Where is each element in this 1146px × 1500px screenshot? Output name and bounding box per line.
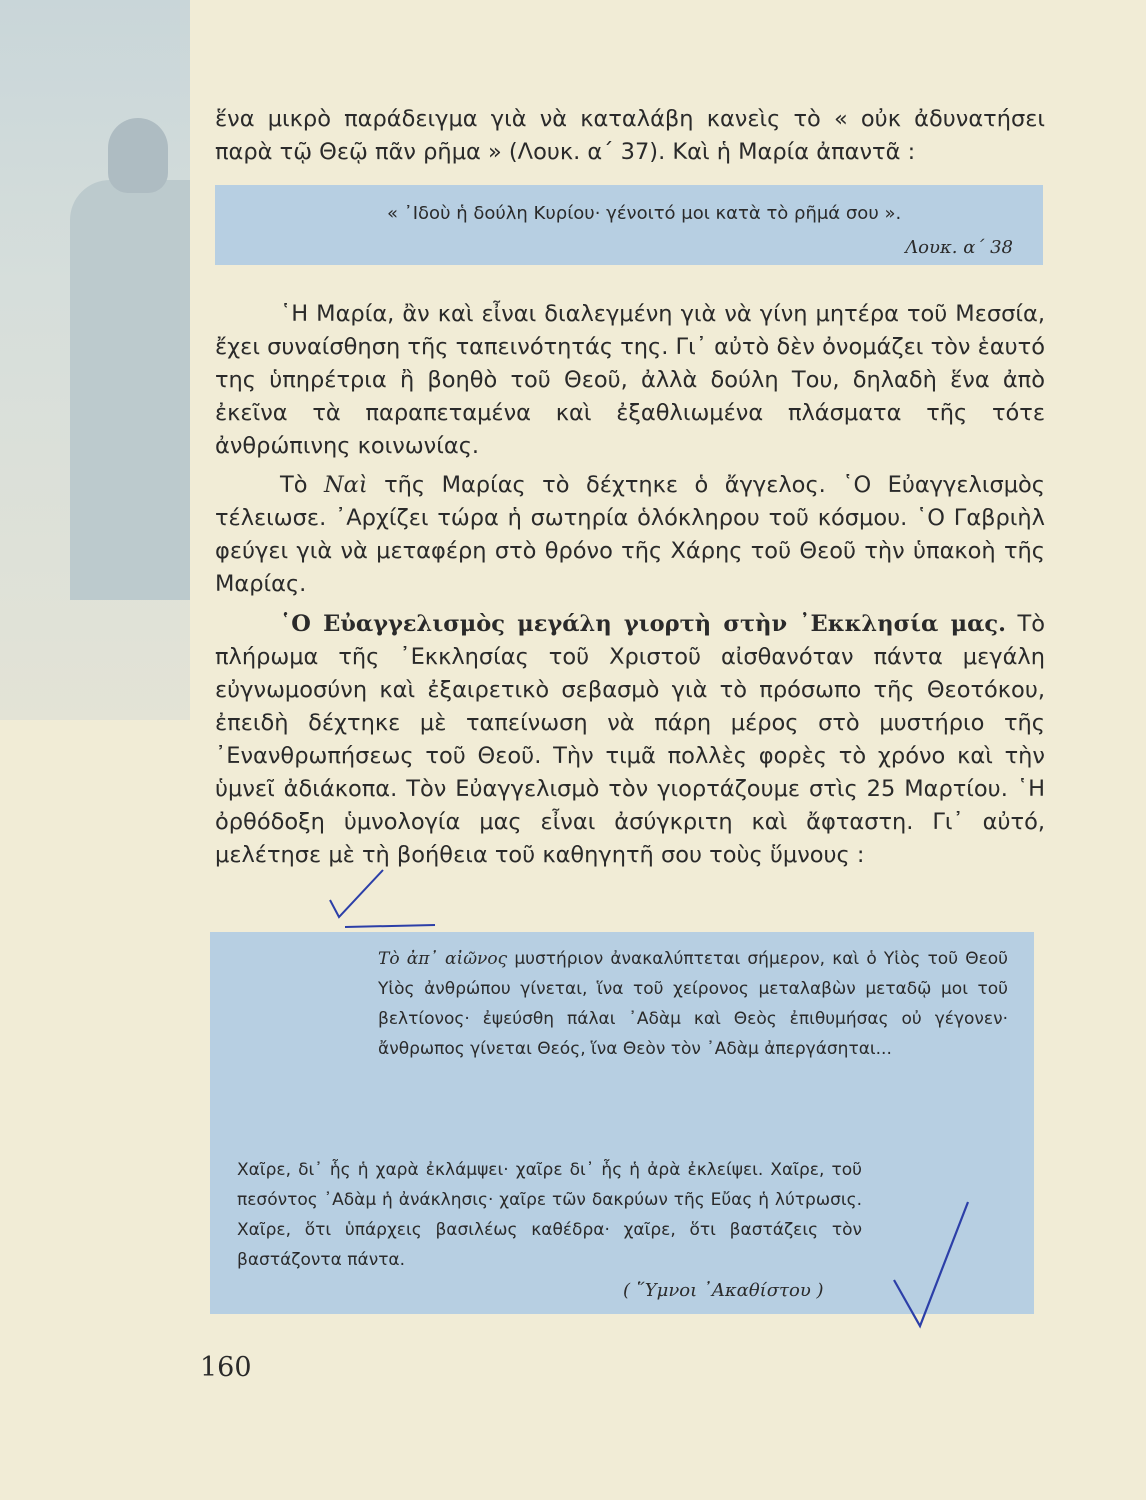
- section-heading: ῾Ο Εὐαγγελισμὸς μεγάλη γιορτὴ στὴν ᾿Εκκλησία μας.: [280, 611, 1006, 637]
- quote-box: [215, 185, 1043, 265]
- nai-pre: Τὸ: [280, 472, 324, 498]
- paragraph-evangelismos: [215, 608, 1045, 872]
- paragraph-maria: ῾Η Μαρία, ἂν καὶ εἶναι διαλεγμένη γιὰ νὰ γίνη μητέρα τοῦ Μεσσία, ἔχει συναίσθηση τῆς ταπεινότητάς της. Γι᾿ αὐτὸ δὲν ὀνομάζει τὸν ἑαυτό της ὑπηρέτρια ἢ βοηθὸ τοῦ Θεοῦ, ἀλλὰ δούλη Του, δηλαδὴ ἕνα ἀπὸ ἐκεῖνα τὰ παραπεταμένα καὶ ἐξαθλιωμένα πλάσματα τῆς τότε ἀνθρώπινης κοινωνίας.: [215, 301, 1045, 459]
- nai-word: Ναὶ: [323, 472, 368, 498]
- hymn-chaire: Χαῖρε, δι᾿ ἧς ἡ χαρὰ ἐκλάμψει· χαῖρε δι᾿ ἧς ἡ ἀρὰ ἐκλείψει. Χαῖρε, τοῦ πεσόντος ᾿Αδὰμ ἡ ἀνάκλησις· χαῖρε τῶν δακρύων τῆς Εὔας ἡ λύτρωσις. Χαῖρε, ὅτι ὑπάρχεις βασιλέως καθέδρα· χαῖρε, ὅτι βαστάζεις τὸν βαστάζοντα πάντα.: [237, 1160, 862, 1270]
- quote-reference: Λουκ. α΄ 38: [905, 237, 1013, 258]
- hymn-annunciation: [378, 944, 1008, 1064]
- quote-text: « ᾿Ιδοὺ ἡ δούλη Κυρίου· γένοιτό μοι κατὰ τὸ ρῆμά σου ».: [387, 203, 902, 224]
- nai-post: τῆς Μαρίας τὸ δέχτηκε ὁ ἄγγελος. ῾Ο Εὐαγγελισμὸς τέλειωσε. ᾿Αρχίζει τώρα ἡ σωτηρία ὁλόκληρου τοῦ κόσμου. ῾Ο Γαβριὴλ φεύγει γιὰ νὰ μεταφέρη στὸ θρόνο τῆς Χάρης τοῦ Θεοῦ τὴν ὑπακοὴ τῆς Μαρίας.: [215, 472, 1045, 597]
- pen-check-mark-large: [890, 1198, 975, 1333]
- hymn-incipit: Τὸ ἀπ᾿ αἰῶνος: [378, 949, 508, 969]
- paragraph-intro: ἕνα μικρὸ παράδειγμα γιὰ νὰ καταλάβη κανεὶς τὸ « οὐκ ἀδυνατήσει παρὰ τῷ Θεῷ πᾶν ρῆμα » (Λουκ. α΄ 37). Καὶ ἡ Μαρία ἀπαντᾶ :: [215, 106, 1045, 165]
- pen-check-mark-small: [325, 862, 445, 937]
- paragraph-nai: [215, 469, 1045, 601]
- hymn-source: ( ῞Υμνοι ᾿Ακαθίστου ): [623, 1280, 824, 1301]
- page-number: 160: [200, 1352, 252, 1383]
- evangelismos-body: Τὸ πλήρωμα τῆς ᾿Εκκλησίας τοῦ Χριστοῦ αἰσθανόταν πάντα μεγάλη εὐγνωμοσύνη καὶ ἐξαιρετικὸ σεβασμὸ γιὰ τὸ πρόσωπο τῆς Θεοτόκου, ἐπειδὴ δέχτηκε μὲ ταπείνωση νὰ πάρη μέρος στὸ μυστήριο τῆς ᾿Ενανθρωπήσεως τοῦ Θεοῦ. Τὴν τιμᾶ πολλὲς φορὲς τὸ χρόνο καὶ τὴν ὑμνεῖ ἀδιάκοπα. Τὸν Εὐαγγελισμὸ τὸν γιορτάζουμε στὶς 25 Μαρτίου. ῾Η ὀρθόδοξη ὑμνολογία μας εἶναι ἀσύγκριτη καὶ ἄφταστη. Γι᾿ αὐτό, μελέτησε μὲ τὴ βοήθεια τοῦ καθηγητῆ σου τοὺς ὕμνους :: [215, 611, 1045, 868]
- hymn-annunciation-body: μυστήριον ἀνακαλύπτεται σήμερον, καὶ ὁ Υἱὸς τοῦ Θεοῦ Υἱὸς ἀνθρώπου γίνεται, ἵνα τοῦ χείρονος μεταλαβὼν μεταδῷ μοι τοῦ βελτίονος· ἐψεύσθη πάλαι ᾿Αδὰμ καὶ Θεὸς ἐπιθυμήσας οὐ γέγονεν· ἄνθρωπος γίνεται Θεός, ἵνα Θεὸν τὸν ᾿Αδὰμ ἀπεργάσηται...: [378, 949, 1009, 1059]
